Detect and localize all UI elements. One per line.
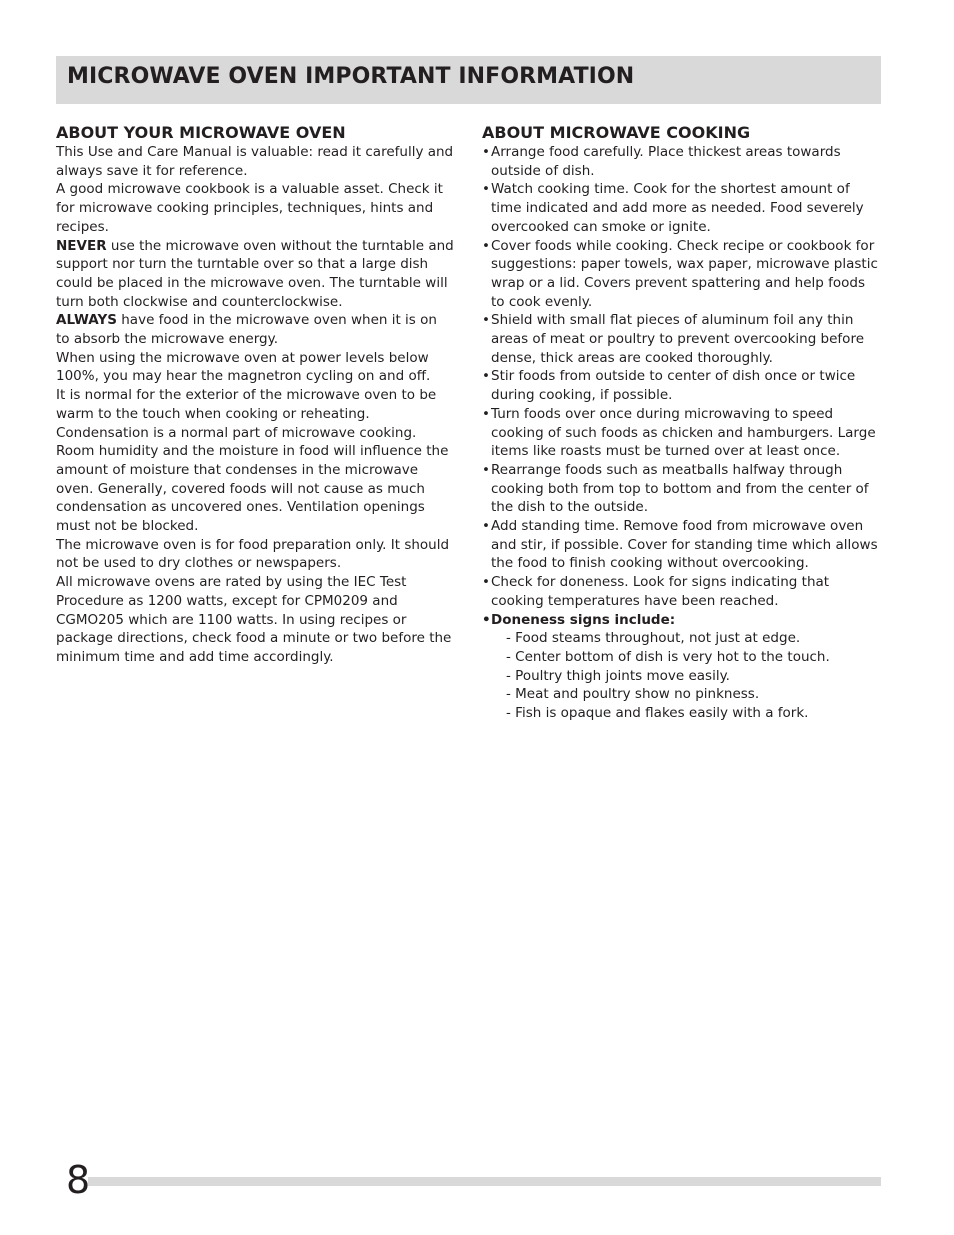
list-item: - Poultry thigh joints move easily. <box>506 667 730 684</box>
always-text: have food in the microwave oven when it is on to absorb the microwave energy. <box>56 312 437 348</box>
page-number: 8 <box>66 1158 91 1202</box>
list-item: •Check for doneness. Look for signs indicating that cooking temperatures have been reached. <box>482 574 830 609</box>
list-item: •Turn foods over once during microwaving to speed cooking of such foods as chicken and hamburgers. Large items like roasts must be turned over at least once. <box>482 405 876 460</box>
bullet-icon: • <box>482 461 490 478</box>
bullet-icon: • <box>482 405 490 422</box>
title-bar <box>56 56 881 104</box>
always-label: ALWAYS <box>56 312 117 329</box>
list-item: - Meat and poultry show no pinkness. <box>506 686 760 703</box>
paragraph-always <box>56 311 454 348</box>
bullet-icon: • <box>482 518 490 535</box>
paragraph: It is normal for the exterior of the microwave oven to be warm to the touch when cooking or reheating. <box>56 387 437 422</box>
bullet-icon: • <box>482 611 491 628</box>
list-item: •Arrange food carefully. Place thickest areas towards outside of dish. <box>482 144 841 179</box>
right-section-heading: ABOUT MICROWAVE COOKING <box>482 123 751 142</box>
list-item: •Shield with small flat pieces of aluminum foil any thin areas of meat or poultry to prevent overcooking before dense, thick areas are cooked thoroughly. <box>482 312 864 366</box>
bullet-icon: • <box>482 237 490 254</box>
never-label: NEVER <box>56 237 107 254</box>
cooking-tips-list <box>482 143 882 629</box>
paragraph: A good microwave cookbook is a valuable asset. Check it for microwave cooking principles, techniques, hints and recipes. <box>56 181 443 235</box>
list-item: •Rearrange foods such as meatballs halfway through cooking both from top to bottom and from the center of the dish to the outside. <box>482 461 869 516</box>
list-item: - Center bottom of dish is very hot to the touch. <box>506 648 830 665</box>
paragraph: All microwave ovens are rated by using the IEC Test Procedure as 1200 watts, except for CPM0209 and CGMO205 which are 1100 watts. In using recipes or package directions, check food a minute or two before the minimum time and add time accordingly. <box>56 574 452 665</box>
paragraph: When using the microwave oven at power levels below 100%, you may hear the magnetron cycling on and off. <box>56 349 431 385</box>
list-item: - Fish is opaque and flakes easily with a fork. <box>506 705 809 722</box>
doneness-heading: •Doneness signs include: <box>482 611 676 628</box>
list-item: •Watch cooking time. Cook for the shortest amount of time indicated and add more as needed. Food severely overcooked can smoke or ignite. <box>482 181 864 235</box>
bullet-icon: • <box>482 368 490 385</box>
page-title: MICROWAVE OVEN IMPORTANT INFORMATION <box>67 64 635 89</box>
left-column <box>56 123 454 667</box>
paragraph: Condensation is a normal part of microwave cooking. Room humidity and the moisture in food will influence the amount of moisture that condenses in the microwave oven. Generally, covered foods will not cause as much condensation as uncovered ones. Ventilation openings must not be blocked. <box>56 424 449 535</box>
list-item: •Cover foods while cooking. Check recipe or cookbook for suggestions: paper towels, wax paper, microwave plastic wrap or a lid. Covers prevent spattering and help foods to cook evenly. <box>482 237 878 310</box>
paragraph: This Use and Care Manual is valuable: read it carefully and always save it for reference. <box>56 144 454 179</box>
paragraph: The microwave oven is for food preparation only. It should not be used to dry clothes or newspapers. <box>56 536 450 572</box>
paragraph-never <box>56 237 454 312</box>
doneness-signs-list <box>482 629 882 723</box>
bullet-icon: • <box>482 574 490 591</box>
bullet-icon: • <box>482 312 490 329</box>
never-text: use the microwave oven without the turntable and support nor turn the turntable over so that a large dish could be placed in the microwave oven. The turntable will turn both clockwise and counterclockwise. <box>56 237 454 310</box>
left-section-heading: ABOUT YOUR MICROWAVE OVEN <box>56 123 346 142</box>
right-column <box>482 123 882 723</box>
footer-bar <box>88 1177 881 1186</box>
bullet-icon: • <box>482 181 490 198</box>
list-item: - Food steams throughout, not just at edge. <box>506 630 801 647</box>
list-item: •Add standing time. Remove food from microwave oven and stir, if possible. Cover for standing time which allows the food to finish cooking without overcooking. <box>482 518 878 572</box>
list-item: •Stir foods from outside to center of dish once or twice during cooking, if possible. <box>482 368 856 404</box>
bullet-icon: • <box>482 144 490 160</box>
